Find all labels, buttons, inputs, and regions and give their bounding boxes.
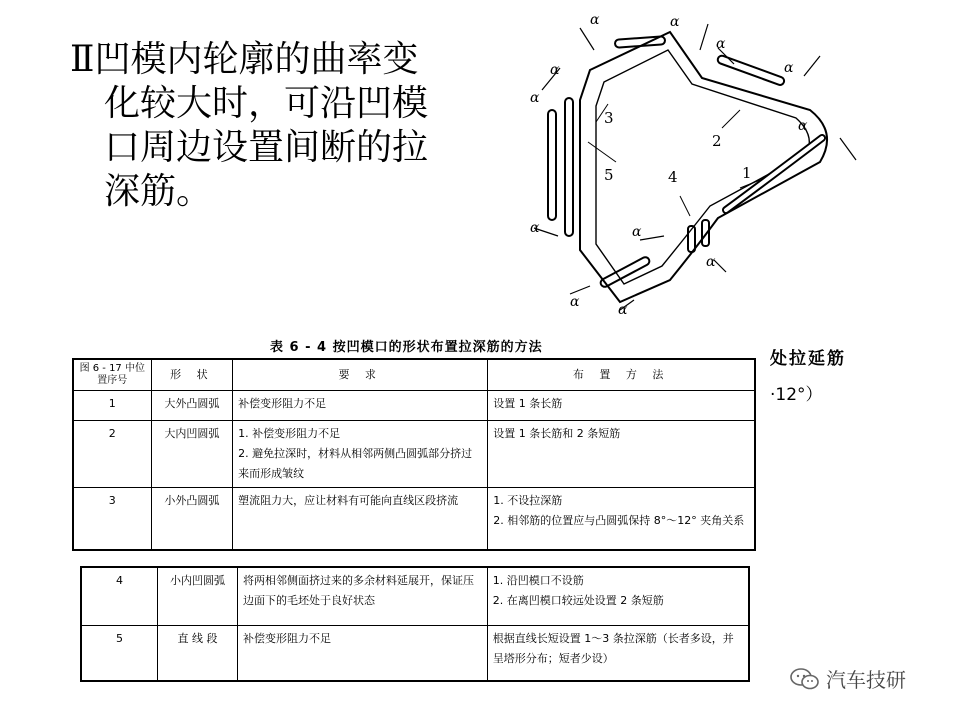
- cell-shape: 大外凸圆弧: [151, 391, 233, 421]
- header-position: 图 6 - 17 中位置序号: [73, 359, 151, 391]
- heading-line-4: 深筋。: [104, 171, 213, 212]
- alpha-label: α: [706, 254, 716, 270]
- position-label-5: 5: [604, 166, 614, 184]
- slide-heading: [70, 38, 450, 214]
- cell-requirement: 补偿变形阻力不足: [238, 625, 488, 681]
- alpha-label: α: [530, 90, 540, 106]
- header-shape: 形 状: [151, 359, 233, 391]
- cell-method: 设置 1 条长筋: [488, 391, 755, 421]
- drawbead-table-part-1: [72, 358, 756, 551]
- die-opening-drawbead-diagram: [520, 10, 870, 320]
- cell-position: 5: [81, 625, 158, 681]
- alpha-label: α: [550, 62, 560, 78]
- wechat-icon: [790, 668, 820, 690]
- alpha-label: α: [618, 302, 628, 318]
- heading-line-3: 口周边设置间断的拉: [104, 127, 429, 168]
- cell-shape: 大内凹圆弧: [151, 421, 233, 488]
- table-row: [73, 421, 755, 488]
- cell-method: 根据直线长短设置 1～3 条拉深筋（长者多设，并呈塔形分布；短者少设）: [487, 625, 749, 681]
- cell-position: 3: [73, 488, 151, 550]
- cell-requirement: 塑流阻力大，应让材料有可能向直线区段挤流: [233, 488, 488, 550]
- bead-2: [717, 55, 786, 86]
- cell-method: 1. 不设拉深筋 2. 相邻筋的位置应与凸圆弧保持 8°～12° 夹角关系: [488, 488, 755, 550]
- bead-1-inner: [726, 138, 822, 210]
- table-header-row: [73, 359, 755, 391]
- watermark-text: 汽车技研: [826, 668, 906, 692]
- alpha-label: α: [784, 60, 794, 76]
- bead-5b: [565, 98, 573, 236]
- bead-5: [548, 110, 556, 220]
- table-row: [73, 391, 755, 421]
- alpha-label: α: [798, 118, 808, 134]
- table-row: [81, 567, 749, 625]
- watermark: [790, 664, 906, 693]
- table-row: [81, 625, 749, 681]
- position-label-2: 2: [712, 132, 722, 150]
- cell-requirement: 将两相邻侧面挤过来的多余材料延展开，保证压边面下的毛坯处于良好状态: [238, 567, 488, 625]
- cell-requirement: 补偿变形阻力不足: [233, 391, 488, 421]
- partial-text-right-2: ·12°）: [770, 385, 823, 405]
- table-row: [73, 488, 755, 550]
- alpha-label: α: [716, 36, 726, 52]
- alpha-label: α: [590, 12, 600, 28]
- position-label-4: 4: [668, 168, 678, 186]
- cell-position: 2: [73, 421, 151, 488]
- alpha-label: α: [670, 14, 680, 30]
- cell-position: 1: [73, 391, 151, 421]
- drawbead-table-part-2: [80, 566, 750, 682]
- header-method: 布 置 方 法: [488, 359, 755, 391]
- position-label-1: 1: [742, 164, 752, 182]
- cell-shape: 直 线 段: [158, 625, 238, 681]
- heading-line-2: 化较大时，可沿凹模: [104, 83, 429, 124]
- position-label-3: 3: [604, 109, 614, 127]
- cell-method: 设置 1 条长筋和 2 条短筋: [488, 421, 755, 488]
- alpha-label: α: [530, 220, 540, 236]
- cell-shape: 小外凸圆弧: [151, 488, 233, 550]
- partial-text-right-1: 处拉延筋: [770, 349, 846, 369]
- table-title: 表 6 - 4 按凹模口的形状布置拉深筋的方法: [270, 340, 543, 355]
- header-requirement: 要 求: [233, 359, 488, 391]
- cell-method: 1. 沿凹模口不设筋 2. 在离凹模口较远处设置 2 条短筋: [487, 567, 749, 625]
- alpha-label: α: [632, 224, 642, 240]
- cell-position: 4: [81, 567, 158, 625]
- heading-line-1: Ⅱ凹模内轮廓的曲率变: [70, 39, 419, 80]
- cell-requirement: 1. 补偿变形阻力不足 2. 避免拉深时，材料从相邻两侧凸圆弧部分挤过来而形成皱纹: [233, 421, 488, 488]
- cell-shape: 小内凹圆弧: [158, 567, 238, 625]
- alpha-label: α: [570, 294, 580, 310]
